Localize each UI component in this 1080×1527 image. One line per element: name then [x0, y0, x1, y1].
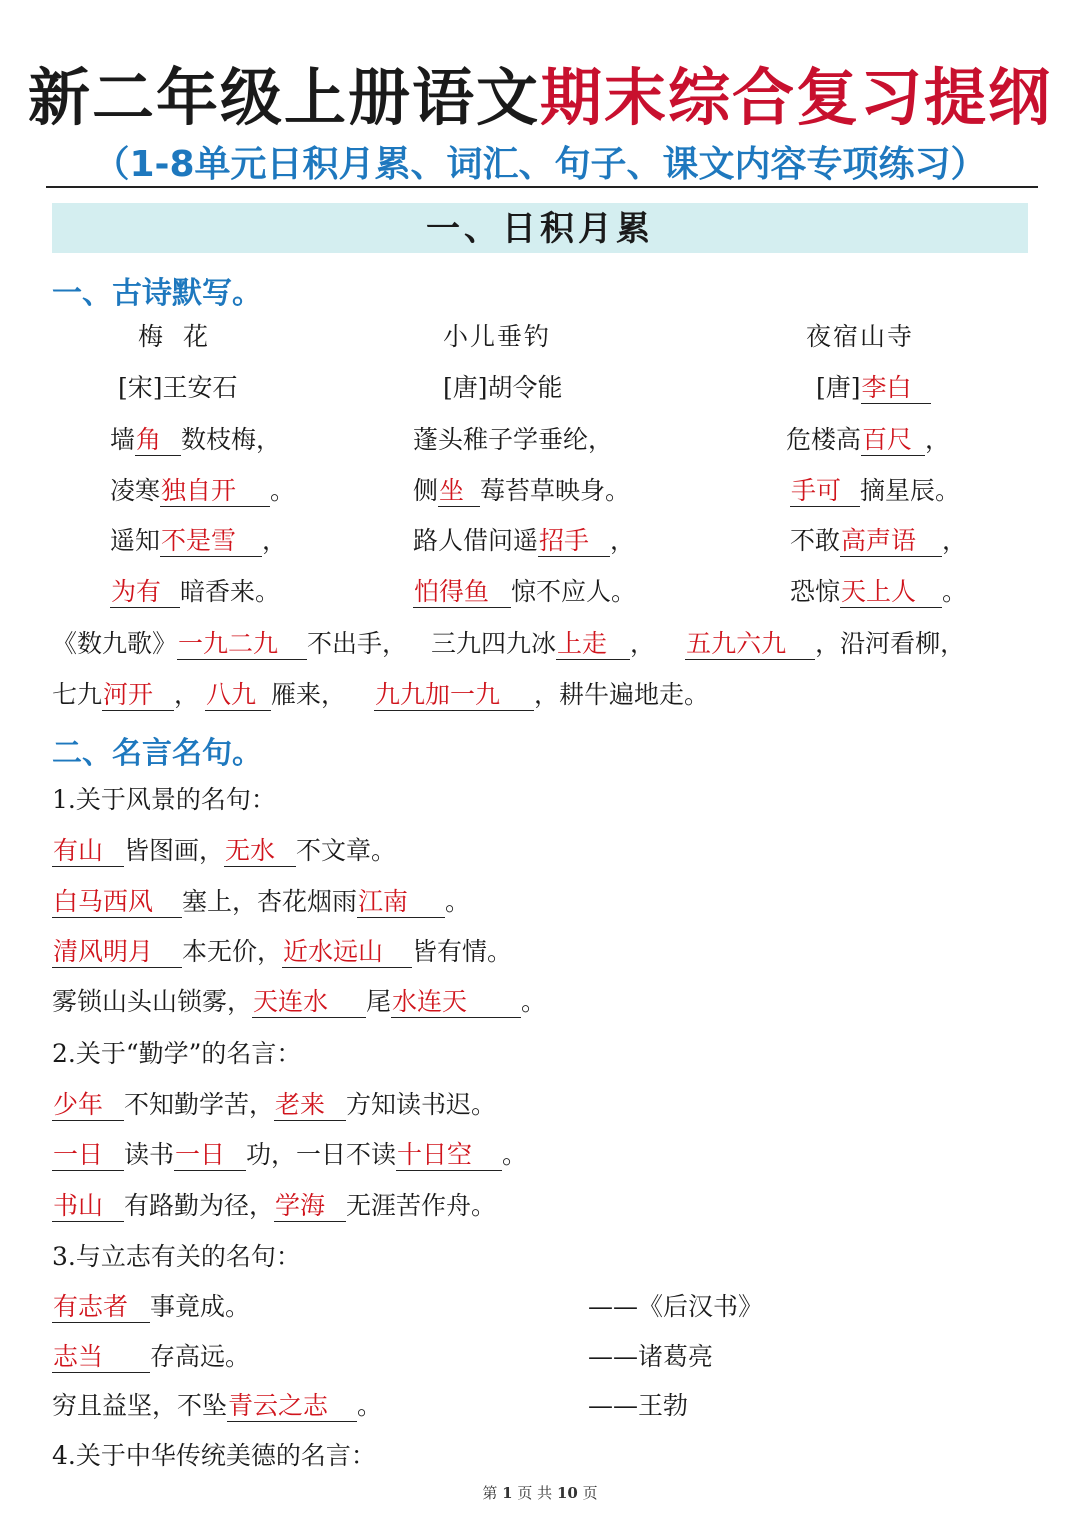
answer-blank: 十日空: [396, 1140, 502, 1171]
answer-blank: 百尺: [861, 425, 925, 456]
poem-line: [790, 575, 967, 609]
poem-author: [443, 371, 563, 405]
poem-line: [110, 524, 287, 558]
answer-blank: 为有: [110, 577, 180, 608]
answer-blank: 独自开: [160, 476, 270, 507]
text-segment: 危楼高: [786, 425, 862, 454]
poem-title: 梅 花: [138, 322, 214, 351]
answer-blank: 招手: [538, 526, 610, 557]
quote-line: [52, 1088, 496, 1122]
poem-title: 小儿垂钓: [443, 322, 552, 351]
text-segment: 暗香来。: [180, 577, 281, 606]
page-subtitle: （1-8单元日积月累、词汇、句子、课文内容专项练习）: [93, 144, 987, 185]
poem-line: [790, 524, 967, 558]
text-segment: 七九: [52, 680, 103, 709]
text-segment: 不出手，: [307, 629, 408, 658]
quote-line: [52, 1189, 496, 1223]
text-segment: 。: [521, 987, 547, 1016]
answer-blank: 水连天: [391, 987, 521, 1018]
text-segment: 读书: [124, 1140, 175, 1169]
text-segment: 王安石: [162, 373, 238, 402]
text-segment: 摘星辰。: [860, 476, 961, 505]
answer-blank: 江南: [357, 887, 445, 918]
quote-source: ——王勃: [588, 1391, 689, 1420]
text-segment: 不文章。: [296, 836, 397, 865]
answer-blank: 河开: [102, 680, 174, 711]
answer-blank: 一九二九: [177, 629, 307, 660]
quote-line: [52, 1389, 382, 1423]
answer-blank: 怕得鱼: [413, 577, 511, 608]
page-title: [0, 48, 1080, 137]
text-segment: ，: [942, 526, 968, 555]
answer-blank: 有志者: [52, 1292, 150, 1323]
text-segment: 页 共: [517, 1484, 553, 1502]
text-segment: 第: [482, 1484, 498, 1502]
quote-source: ——《后汉书》: [588, 1292, 764, 1321]
answer-blank: 白马西风: [52, 887, 182, 918]
answer-blank: 九九加一九: [374, 680, 534, 711]
answer-blank: 高声语: [840, 526, 942, 557]
answer-blank: 角: [135, 425, 181, 456]
text-segment: ，: [630, 629, 656, 658]
poem-line: [110, 575, 280, 609]
text-segment: 。: [270, 476, 296, 505]
poem-line: [413, 524, 635, 558]
text-segment: [唐]: [816, 373, 861, 402]
text-segment: 。: [942, 577, 968, 606]
text-segment: 皆有情。: [412, 937, 513, 966]
section-heading-poems: 一、古诗默写。: [52, 276, 262, 311]
answer-blank: 无水: [224, 836, 296, 867]
group-label: 3.与立志有关的名句：: [52, 1242, 301, 1271]
text-segment: 。: [445, 887, 471, 916]
answer-blank: 不是雪: [160, 526, 262, 557]
text-segment: 无涯苦作舟。: [346, 1191, 497, 1220]
answer-blank: 有山: [52, 836, 124, 867]
answer-blank: 志当: [52, 1342, 150, 1373]
text-segment: 雁来，: [271, 680, 347, 709]
text-segment: ，耕牛遍地走。: [534, 680, 710, 709]
poem-line: [110, 474, 295, 508]
poem-author: [816, 371, 931, 405]
poem-line: [413, 575, 636, 609]
text-segment: 路人借问遥: [413, 526, 539, 555]
page-number: [0, 1482, 1080, 1503]
text-segment: 页: [582, 1484, 598, 1502]
text-segment: [宋]: [118, 373, 163, 402]
text-segment: 凌寒: [110, 476, 161, 505]
text-segment: 侧: [413, 476, 439, 505]
text-segment: 皆图画，: [124, 836, 225, 865]
shujiu-line-1: [52, 627, 965, 661]
quote-line: [52, 985, 546, 1019]
answer-blank: 李白: [861, 373, 931, 404]
poem-title: 夜宿山寺: [806, 322, 915, 351]
answer-blank: 天连水: [252, 987, 366, 1018]
answer-blank: 书山: [52, 1191, 124, 1222]
section-heading-quotes: 二、名言名句。: [52, 736, 262, 771]
text-segment: 遥知: [110, 526, 161, 555]
text-segment: 。: [357, 1391, 383, 1420]
text-segment: 不敢: [790, 526, 841, 555]
text-segment: 方知读书迟。: [346, 1090, 497, 1119]
text-segment: 胡令能: [487, 373, 563, 402]
text-segment: 《数九歌》: [52, 629, 178, 658]
poem-author: [118, 371, 238, 405]
answer-blank: 一日: [52, 1140, 124, 1171]
text-segment: 。: [502, 1140, 528, 1169]
text-segment: 塞上，杏花烟雨: [182, 887, 358, 916]
text-segment: [唐]: [443, 373, 488, 402]
answer-blank: 近水远山: [282, 937, 412, 968]
answer-blank: 青云之志: [227, 1391, 357, 1422]
quote-line: [52, 1290, 250, 1324]
shujiu-line-2: [52, 678, 709, 712]
text-segment: 10: [556, 1484, 578, 1502]
poem-line: 蓬头稚子学垂纶，: [413, 425, 614, 454]
group-label: 4.关于中华传统美德的名言：: [52, 1441, 376, 1470]
poem-line: [413, 474, 630, 508]
text-segment: 墙: [110, 425, 136, 454]
answer-blank: 坐: [438, 476, 480, 507]
answer-blank: 手可: [790, 476, 860, 507]
text-segment: ，沿河看柳，: [815, 629, 966, 658]
quote-line: [52, 834, 396, 868]
answer-blank: 学海: [274, 1191, 346, 1222]
quote-line: [52, 1138, 527, 1172]
text-segment: ，: [610, 526, 636, 555]
title-black: 新二年级上册语文: [27, 61, 540, 134]
text-segment: ，: [174, 680, 200, 709]
answer-blank: 一日: [174, 1140, 246, 1171]
text-segment: 恐惊: [790, 577, 841, 606]
text-segment: 本无价，: [182, 937, 283, 966]
title-red: 期末综合复习提纲: [540, 61, 1053, 134]
text-segment: 惊不应人。: [511, 577, 637, 606]
text-segment: ，: [262, 526, 288, 555]
poem-line: [786, 423, 950, 457]
text-segment: 三九四九冰: [431, 629, 557, 658]
text-segment: 功，一日不读: [246, 1140, 397, 1169]
quote-line: [52, 885, 470, 919]
quote-source: ——诸葛亮: [588, 1342, 714, 1371]
text-segment: 尾: [366, 987, 392, 1016]
answer-blank: 五九六九: [685, 629, 815, 660]
text-segment: 莓苔草映身。: [480, 476, 631, 505]
poem-line: [790, 474, 960, 508]
quote-line: [52, 935, 512, 969]
header-divider: [46, 186, 1038, 188]
answer-blank: 清风明月: [52, 937, 182, 968]
poem-line: [110, 423, 281, 457]
text-segment: 事竟成。: [150, 1292, 251, 1321]
text-segment: 1: [502, 1484, 513, 1502]
text-segment: 不知勤学苦，: [124, 1090, 275, 1119]
quote-line: [52, 1340, 250, 1374]
answer-blank: 少年: [52, 1090, 124, 1121]
group-label: 2.关于“勤学”的名言：: [52, 1039, 302, 1068]
group-label: 1.关于风景的名句：: [52, 785, 276, 814]
text-segment: 存高远。: [150, 1342, 251, 1371]
answer-blank: 天上人: [840, 577, 942, 608]
text-segment: ，: [925, 425, 951, 454]
text-segment: 有路勤为径，: [124, 1191, 275, 1220]
answer-blank: 八九: [205, 680, 271, 711]
text-segment: 穷且益坚，不坠: [52, 1391, 228, 1420]
answer-blank: 上走: [556, 629, 630, 660]
answer-blank: 老来: [274, 1090, 346, 1121]
text-segment: 雾锁山头山锁雾，: [52, 987, 253, 1016]
section-band: 一、日积月累: [52, 203, 1028, 253]
text-segment: 数枝梅，: [181, 425, 282, 454]
